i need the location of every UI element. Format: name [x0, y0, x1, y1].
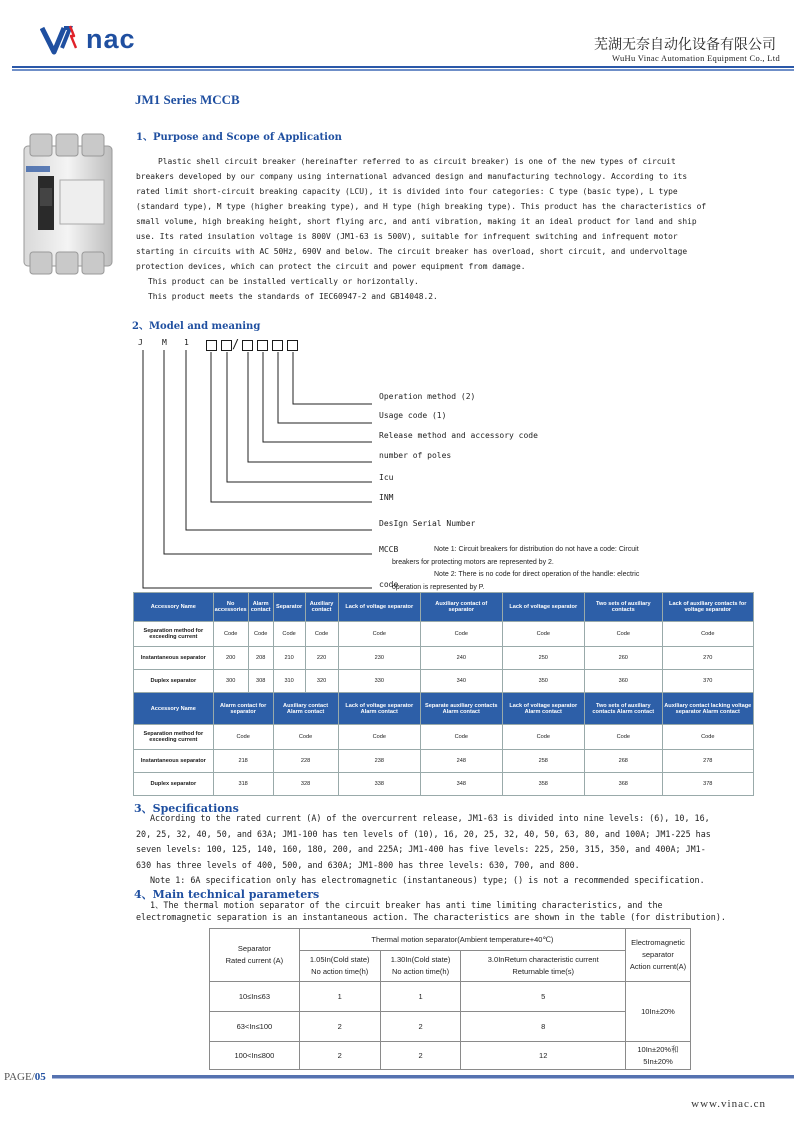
accessory-table [133, 592, 754, 796]
note-line: operation is represented by P. [392, 583, 485, 591]
table-header-cell: Lack of auxiliary contacts for voltage separator [662, 593, 753, 622]
table-cell: 320 [305, 670, 338, 693]
label-usage-code: Usage code (1) [379, 411, 447, 420]
table-cell: Code [662, 622, 753, 647]
table-row-header: Instantaneous separator [134, 750, 214, 773]
header-text: 3.0InReturn characteristic current [487, 955, 599, 964]
para-line: small volume, high breaking height, short flying arc, and anti vibration, making it an ideal product for land and ship [136, 217, 697, 226]
table-cell: 2 [299, 1042, 380, 1070]
table-header-cell: Two sets of auxiliary contacts [585, 593, 663, 622]
company-name-en: WuHu Vinac Automation Equipment Co., Ltd [612, 53, 780, 63]
table-row-header: Duplex separator [134, 670, 214, 693]
para-line: Plastic shell circuit breaker (hereinafter referred to as circuit breaker) is one of the new types of circuit [158, 157, 676, 166]
para-line: electromagnetic separation is an instantaneous action. The characteristics are shown in the table (for distribution). [136, 912, 726, 922]
para-line: This product can be installed vertically or horizontally. [148, 277, 419, 286]
header-text: No action time(h) [311, 967, 369, 976]
table-cell: 318 [213, 773, 273, 796]
para-line: protection devices, which can protect the circuit and power equipment from damage. [136, 262, 526, 271]
label-icu: Icu [379, 473, 394, 482]
para-line: (standard type), M type (higher breaking type), and H type (high breaking type). This product has the characteristics of [136, 202, 707, 211]
table-cell: 238 [338, 750, 420, 773]
table-cell: Code [338, 622, 420, 647]
note-line: Note 1: Circuit breakers for distribution do not have a code: Circuit [434, 546, 639, 553]
table-cell: 360 [585, 670, 663, 693]
header-text: 1.05In(Cold state) [309, 955, 370, 964]
table-row [134, 773, 754, 796]
section-2-title: 2、Model and meaning [132, 321, 261, 332]
table-cell: 338 [338, 773, 420, 796]
document-title: JM1 Series MCCB [135, 92, 240, 107]
table-header-cell: Lack of voltage separator [502, 593, 584, 622]
table-cell: 200 [213, 647, 248, 670]
table-cell: 260 [585, 647, 663, 670]
table-cell: Code [585, 725, 663, 750]
characteristics-table [209, 928, 691, 1070]
table-cell: 10≤In≤63 [210, 982, 300, 1012]
label-operation-method: Operation method (2) [379, 392, 476, 401]
model-notes [392, 544, 760, 594]
table-cell: 220 [305, 647, 338, 670]
para-line: This product meets the standards of IEC60947-2 and GB14048.2. [148, 292, 438, 301]
table-header-cell [461, 951, 626, 982]
section-3-text [136, 811, 748, 889]
table-cell: 368 [585, 773, 663, 796]
para-line: 630 has three levels of 400, 500, and 630A; JM1-800 has three levels: 630, 700, and 800. [136, 859, 580, 870]
table-cell: 240 [421, 647, 503, 670]
logo-wordmark: nac [86, 24, 136, 54]
table-cell: 358 [502, 773, 584, 796]
table-cell: 10In±20% [625, 982, 690, 1042]
page-number [4, 1071, 46, 1083]
table-row [134, 750, 754, 773]
label-mccb: MCCB [379, 545, 399, 554]
table-cell: 12 [461, 1042, 626, 1070]
header-text: separator [642, 950, 674, 959]
accessory-header-row-1 [134, 593, 754, 622]
table-cell: 218 [213, 750, 273, 773]
table-cell: Code [273, 725, 338, 750]
para-line: starting in circuits with AC 50Hz, 690V and below. The circuit breaker has overload, short circuit, and undervoltage [136, 247, 688, 256]
table-cell: 330 [338, 670, 420, 693]
header-text: 1.30In(Cold state) [390, 955, 451, 964]
header-text: Returnable time(s) [512, 967, 575, 976]
table-header-cell: Separator [273, 593, 305, 622]
accessory-header-row-2 [134, 693, 754, 725]
table-cell: 1 [299, 982, 380, 1012]
section-1-title: 1、Purpose and Scope of Application [136, 132, 342, 143]
section-4-text [136, 899, 766, 923]
header-text: Rated current (A) [225, 956, 284, 965]
table-row-header: Instantaneous separator [134, 647, 214, 670]
table-cell: Code [662, 725, 753, 750]
table-row-header: Separation method for exceeding current [134, 622, 214, 647]
table-cell: 268 [585, 750, 663, 773]
table-cell: 350 [502, 670, 584, 693]
table-header-cell: Accessory Name [134, 593, 214, 622]
para-line: 1、The thermal motion separator of the circuit breaker has anti time limiting characteristics, and the [150, 900, 663, 910]
table-cell: Code [338, 725, 420, 750]
table-cell: 370 [662, 670, 753, 693]
cell-text: 10In±20%和 [637, 1044, 679, 1054]
model-letter-1: 1 [184, 338, 189, 347]
table-header-cell: Auxiliary contact lacking voltage separator Alarm contact [662, 693, 753, 725]
table-row [210, 1042, 691, 1070]
para-line: Note 1: 6A specification only has electromagnetic (instantaneous) type; () is not a recommended specification. [150, 875, 705, 885]
para-line: seven levels: 100, 125, 140, 160, 180, 200, and 225A; JM1-400 has five levels: 225, 250, 315, 350, and 400A; JM1- [136, 844, 706, 854]
table-row [134, 622, 754, 647]
table-cell: 328 [273, 773, 338, 796]
table-cell: Code [248, 622, 273, 647]
table-cell: Code [502, 725, 584, 750]
table-row [134, 725, 754, 750]
header-text: No action time(h) [391, 967, 450, 976]
table-header-cell: Auxiliary contact of separator [421, 593, 503, 622]
table-cell: 258 [502, 750, 584, 773]
table-cell: 310 [273, 670, 305, 693]
table-cell: 228 [273, 750, 338, 773]
table-cell: 210 [273, 647, 305, 670]
table-cell: 250 [502, 647, 584, 670]
note-line: breakers for protecting motors are represented by 2. [392, 558, 554, 566]
section-3-title: 3、Specifications [134, 802, 239, 815]
label-number-of-poles: number of poles [379, 451, 452, 460]
table-header-cell [210, 929, 300, 982]
footer-rule [52, 1075, 794, 1079]
table-cell: 308 [248, 670, 273, 693]
label-release-method: Release method and accessory code [379, 431, 538, 440]
table-cell: Code [421, 622, 503, 647]
table-header-cell: Lack of voltage separator Alarm contact [502, 693, 584, 725]
table-header-cell: Alarm contact [248, 593, 273, 622]
table-row [210, 1012, 691, 1042]
header-text: Action current(A) [629, 962, 687, 971]
table-row [134, 670, 754, 693]
table-row [134, 647, 754, 670]
table-cell: 348 [421, 773, 503, 796]
table-row-header: Duplex separator [134, 773, 214, 796]
cell-text: 5In±20% [643, 1056, 673, 1066]
table-cell: 230 [338, 647, 420, 670]
model-letter-m: M [162, 338, 167, 347]
company-name-cn: 芜湖无奈自动化设备有限公司 [594, 37, 776, 53]
table-cell: 208 [248, 647, 273, 670]
para-line: breakers developed by our company using international advanced design and manufacturing technology. According to its [136, 172, 688, 181]
table-cell: 248 [421, 750, 503, 773]
table-header-cell: Lack of voltage separator Alarm contact [338, 693, 420, 725]
table-header-cell: Thermal motion separator(Ambient temperature+40℃) [299, 929, 625, 951]
table-cell: 278 [662, 750, 753, 773]
table-cell: Code [421, 725, 503, 750]
table-cell: 100<In≤800 [210, 1042, 300, 1070]
table-cell: Code [273, 622, 305, 647]
para-line: rated limit short-circuit breaking capacity (LCU), it is divided into four categories: C type (basic type), L type [136, 187, 678, 196]
table-cell: Code [213, 725, 273, 750]
table-cell: 2 [380, 1042, 461, 1070]
page-prefix: PAGE/ [4, 1071, 35, 1083]
table-cell: 1 [380, 982, 461, 1012]
table-cell: 63<In≤100 [210, 1012, 300, 1042]
table-header-cell: Lack of voltage separator [338, 593, 420, 622]
table-cell [625, 1042, 690, 1070]
table-row [210, 982, 691, 1012]
table-cell: 300 [213, 670, 248, 693]
model-letter-j: J [138, 338, 143, 347]
table-header-cell: Separate auxiliary contacts Alarm contact [421, 693, 503, 725]
table-cell: Code [305, 622, 338, 647]
table-cell: 2 [380, 1012, 461, 1042]
table-header-cell [380, 951, 461, 982]
table-cell: 340 [421, 670, 503, 693]
table-cell: 8 [461, 1012, 626, 1042]
para-line: 20, 25, 32, 40, 50, and 63A; JM1-100 has ten levels of (10), 16, 20, 25, 32, 40, 50, 63, 80, and 100A; JM1-225 has [136, 828, 711, 839]
label-code: code [379, 580, 399, 589]
page-num: 05 [34, 1071, 46, 1083]
table-cell: Code [213, 622, 248, 647]
table-header-cell: Auxiliary contact [305, 593, 338, 622]
header-text: Separator [237, 944, 271, 953]
model-slash: / [232, 337, 240, 351]
section-4-title: 4、Main technical parameters [134, 888, 320, 901]
table-header-row [210, 929, 691, 951]
table-header-cell [299, 951, 380, 982]
table-cell: Code [502, 622, 584, 647]
para-line: use. Its rated insulation voltage is 800V (JM1-63 is 500V), suitable for infrequent switching and infrequent motor [136, 232, 678, 241]
table-header-cell: Auxiliary contact Alarm contact [273, 693, 338, 725]
table-header-cell [625, 929, 690, 982]
header-text: Electromagnetic [631, 938, 685, 947]
website-url: www.vinac.cn [691, 1098, 766, 1110]
table-cell: 2 [299, 1012, 380, 1042]
label-design-serial: DesIgn Serial Number [379, 519, 476, 528]
table-cell: 270 [662, 647, 753, 670]
table-cell: 378 [662, 773, 753, 796]
table-cell: Code [585, 622, 663, 647]
table-header-cell: Two sets of auxiliary contacts Alarm contact [585, 693, 663, 725]
para-line: According to the rated current (A) of the overcurrent release, JM1-63 is divided into nine levels: (6), 10, 16, [150, 813, 710, 823]
table-header-cell: Accessory Name [134, 693, 214, 725]
table-header-cell: No accessories [213, 593, 248, 622]
table-cell: 5 [461, 982, 626, 1012]
label-inm: INM [379, 493, 394, 502]
table-header-cell: Alarm contact for separator [213, 693, 273, 725]
note-line: Note 2: There is no code for direct operation of the handle: electric [434, 571, 640, 578]
table-row-header: Separation method for exceeding current [134, 725, 214, 750]
